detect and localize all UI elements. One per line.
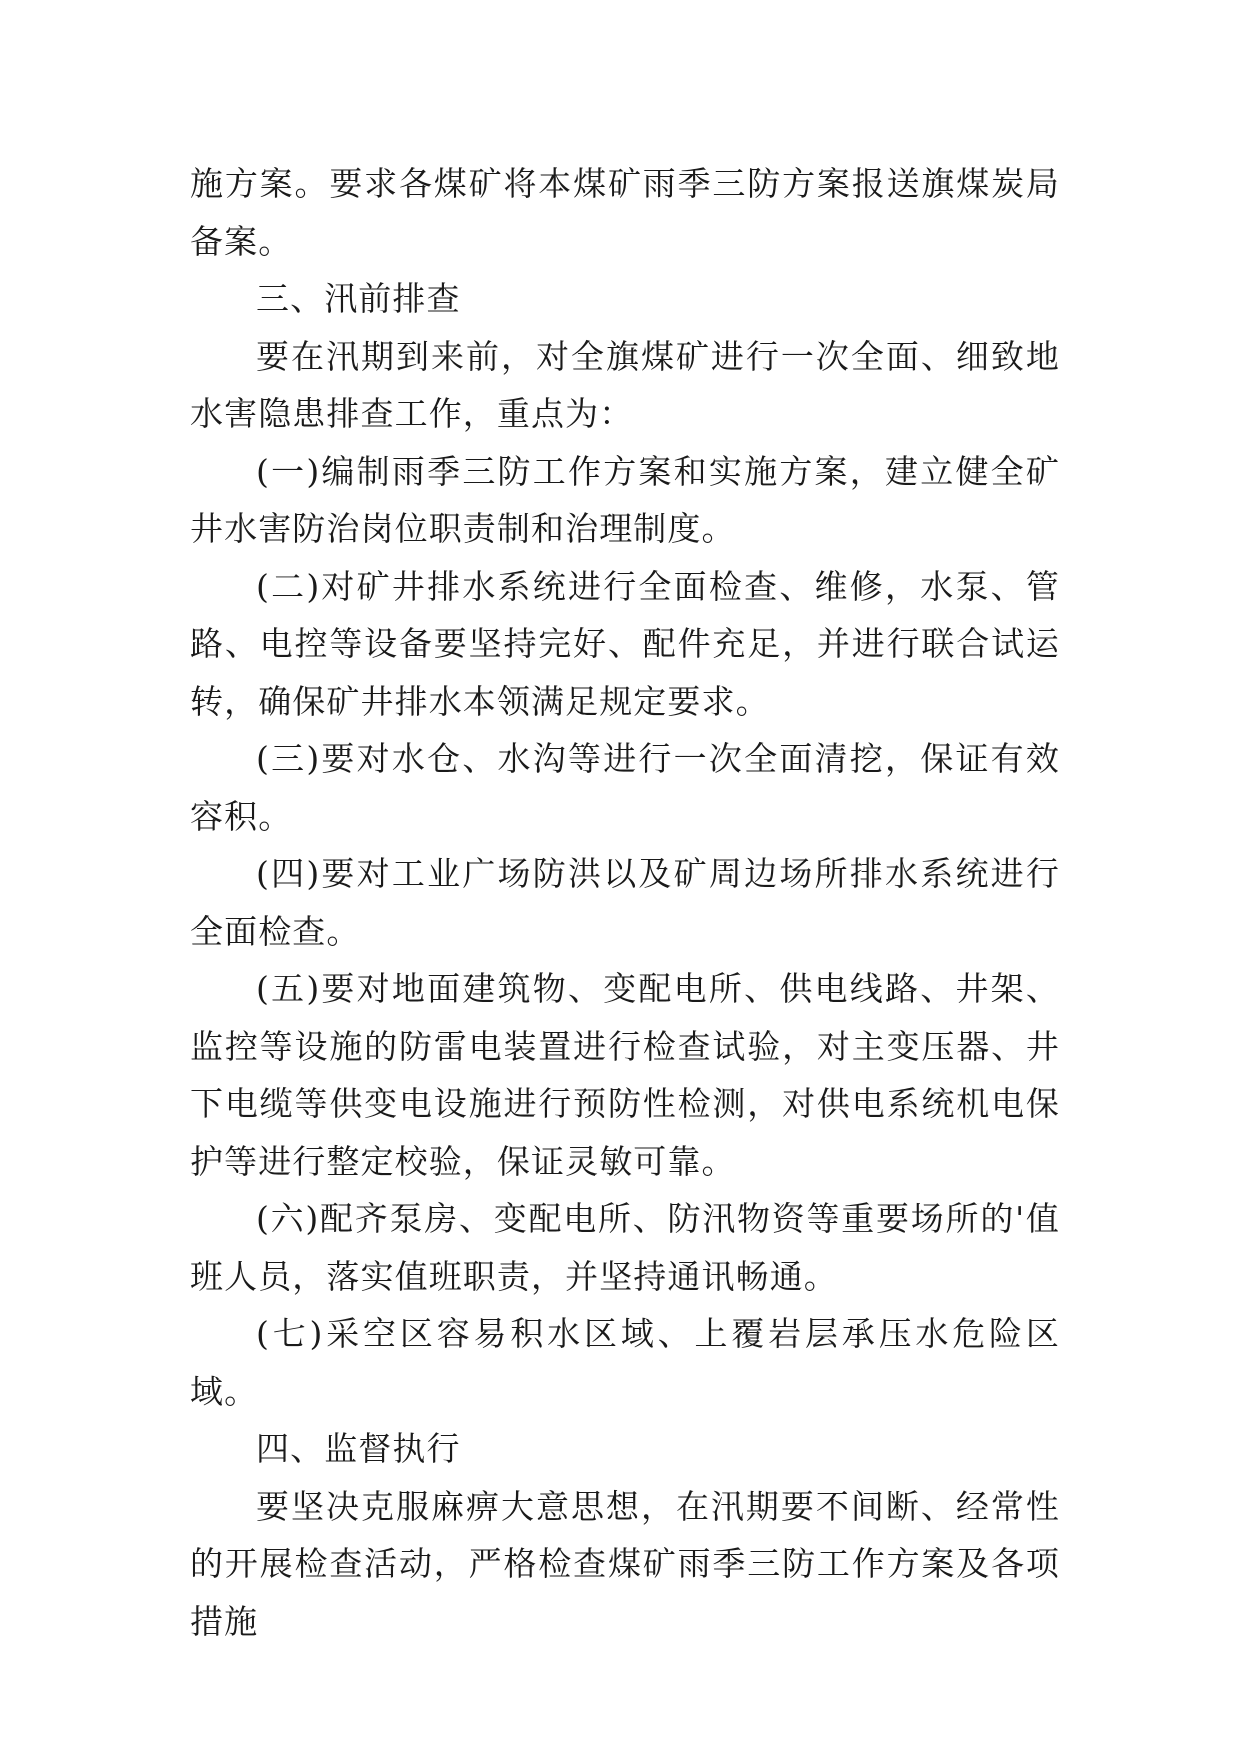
list-item-7: (七)采空区容易积水区域、上覆岩层承压水危险区域。: [190, 1314, 1060, 1411]
list-item-3: (三)要对水仓、水沟等进行一次全面清挖，保证有效容积。: [190, 739, 1060, 836]
list-item-2: (二)对矿井排水系统进行全面检查、维修，水泵、管路、电控等设备要坚持完好、配件充足，并进行联合试运转，确保矿井排水本领满足规定要求。: [190, 566, 1060, 721]
document-page: [190, 155, 1060, 1650]
list-item-4: (四)要对工业广场防洪以及矿周边场所排水系统进行全面检查。: [190, 854, 1060, 951]
paragraph-inspection-intro: 要在汛期到来前，对全旗煤矿进行一次全面、细致地水害隐患排查工作，重点为：: [190, 336, 1060, 433]
section-heading-supervision: 四、监督执行: [256, 1429, 461, 1468]
paragraph-supervision: 要坚决克服麻痹大意思想，在汛期要不间断、经常性的开展检查活动，严格检查煤矿雨季三防工作方案及各项措施: [190, 1486, 1060, 1641]
section-heading-pre-flood-inspection: 三、汛前排查: [256, 279, 461, 318]
list-item-6: (六)配齐泵房、变配电所、防汛物资等重要场所的'值班人员，落实值班职责，并坚持通讯畅通。: [190, 1199, 1060, 1296]
list-item-5: (五)要对地面建筑物、变配电所、供电线路、井架、监控等设施的防雷电装置进行检查试验，对主变压器、井下电缆等供变电设施进行预防性检测，对供电系统机电保护等进行整定校验，保证灵敏可靠。: [190, 969, 1060, 1181]
paragraph-continuation: 施方案。要求各煤矿将本煤矿雨季三防方案报送旗煤炭局备案。: [190, 164, 1060, 261]
list-item-1: (一)编制雨季三防工作方案和实施方案，建立健全矿井水害防治岗位职责制和治理制度。: [190, 451, 1060, 548]
